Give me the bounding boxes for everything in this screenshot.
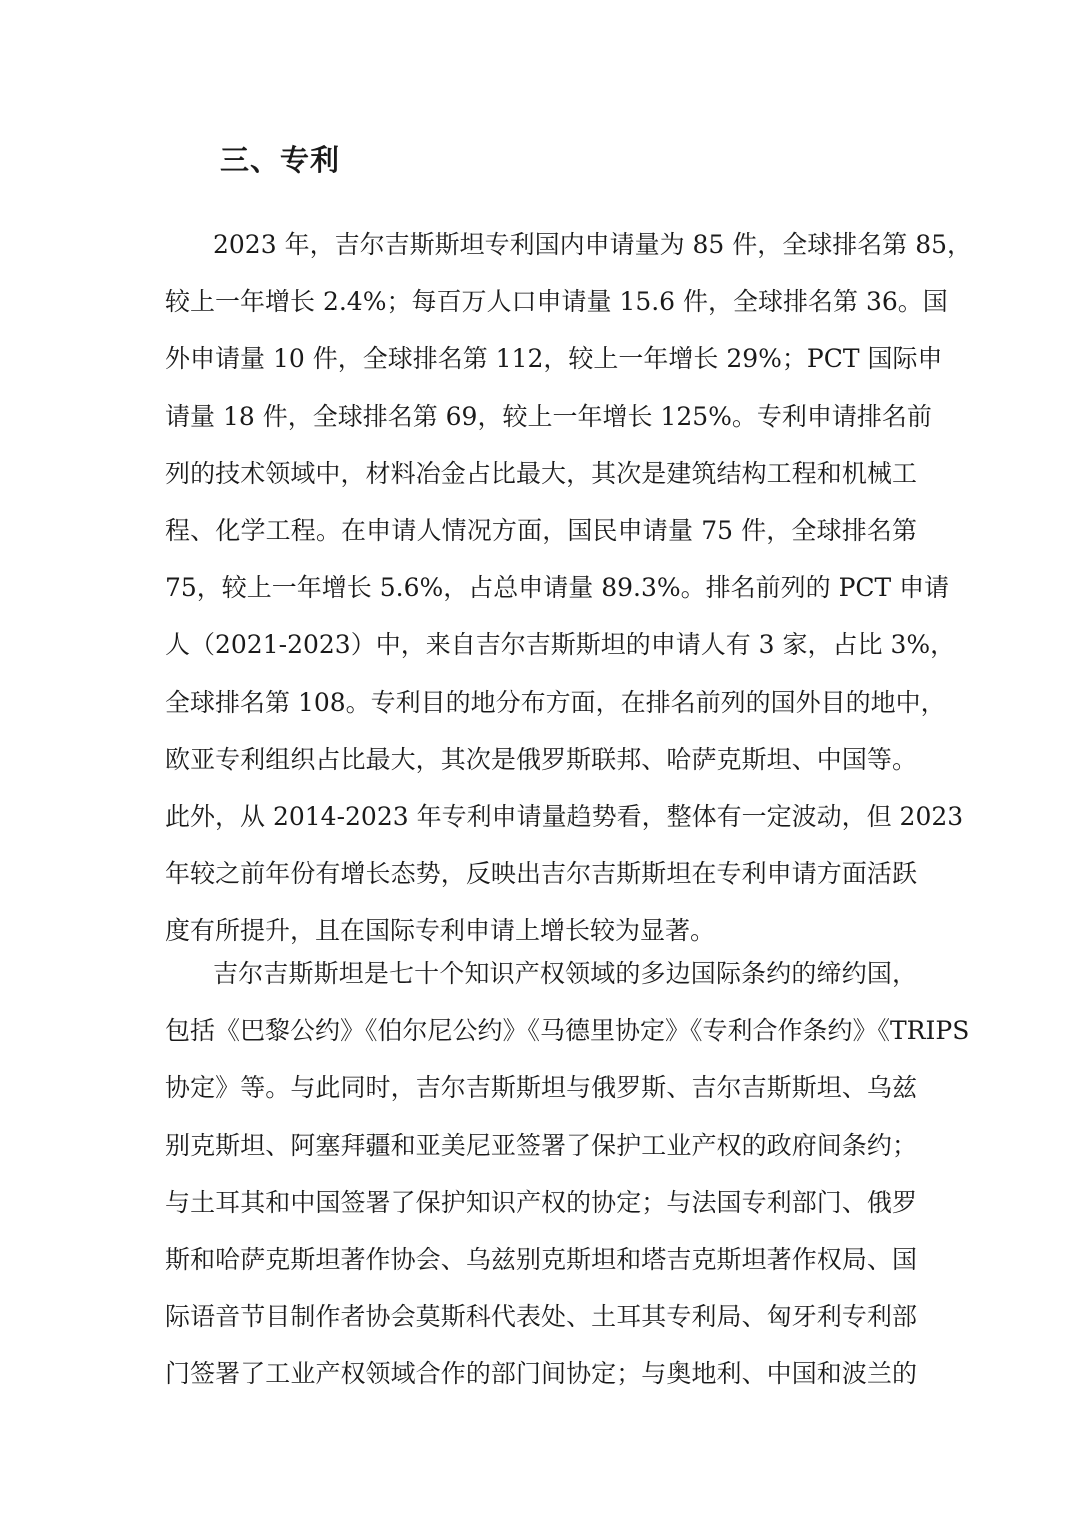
paragraph-patent-stats [165,216,973,959]
text-line: 75，较上一年增长 5.6%，占总申请量 89.3%。排名前列的 PCT 申请 [165,573,950,603]
section-heading: 三、专利 [220,143,341,177]
text-line: 全球排名第 108。专利目的地分布方面，在排名前列的国外目的地中， [165,687,946,717]
text-line: 际语音节目制作者协会莫斯科代表处、土耳其专利局、匈牙利专利部 [165,1302,917,1332]
text-line: 年较之前年份有增长态势，反映出吉尔吉斯斯坦在专利申请方面活跃 [165,859,917,889]
text-line: 欧亚专利组织占比最大，其次是俄罗斯联邦、哈萨克斯坦、中国等。 [165,744,917,774]
text-line: 协定》等。与此同时，吉尔吉斯斯坦与俄罗斯、吉尔吉斯斯坦、乌兹 [165,1073,917,1103]
paragraph-treaties [165,945,970,1403]
text-line: 与土耳其和中国签署了保护知识产权的协定；与法国专利部门、俄罗 [165,1187,917,1217]
text-line: 较上一年增长 2.4%；每百万人口申请量 15.6 件，全球排名第 36。国 [165,287,948,317]
text-line: 别克斯坦、阿塞拜疆和亚美尼亚签署了保护工业产权的政府间条约； [165,1130,917,1160]
text-line: 此外，从 2014-2023 年专利申请量趋势看，整体有一定波动，但 2023 [165,801,964,831]
text-line: 度有所提升，且在国际专利申请上增长较为显著。 [165,916,716,946]
text-line: 请量 18 件，全球排名第 69，较上一年增长 125%。专利申请排名前 [165,401,932,431]
text-line: 2023 年，吉尔吉斯斯坦专利国内申请量为 85 件，全球排名第 85， [213,230,973,259]
text-line: 斯和哈萨克斯坦著作协会、乌兹别克斯坦和塔吉克斯坦著作权局、国 [165,1244,917,1274]
text-line: 门签署了工业产权领域合作的部门间协定；与奥地利、中国和波兰的 [165,1359,917,1389]
text-line: 吉尔吉斯斯坦是七十个知识产权领域的多边国际条约的缔约国， [213,959,917,988]
text-line: 人（2021-2023）中，来自吉尔吉斯斯坦的申请人有 3 家，占比 3%， [165,630,956,660]
text-line: 程、化学工程。在申请人情况方面，国民申请量 75 件，全球排名第 [165,515,917,545]
text-line: 列的技术领域中，材料冶金占比最大，其次是建筑结构工程和机械工 [165,458,917,488]
text-line: 包括《巴黎公约》《伯尔尼公约》《马德里协定》《专利合作条约》《TRIPS [165,1016,970,1046]
text-line: 外申请量 10 件，全球排名第 112，较上一年增长 29%；PCT 国际申 [165,344,943,374]
